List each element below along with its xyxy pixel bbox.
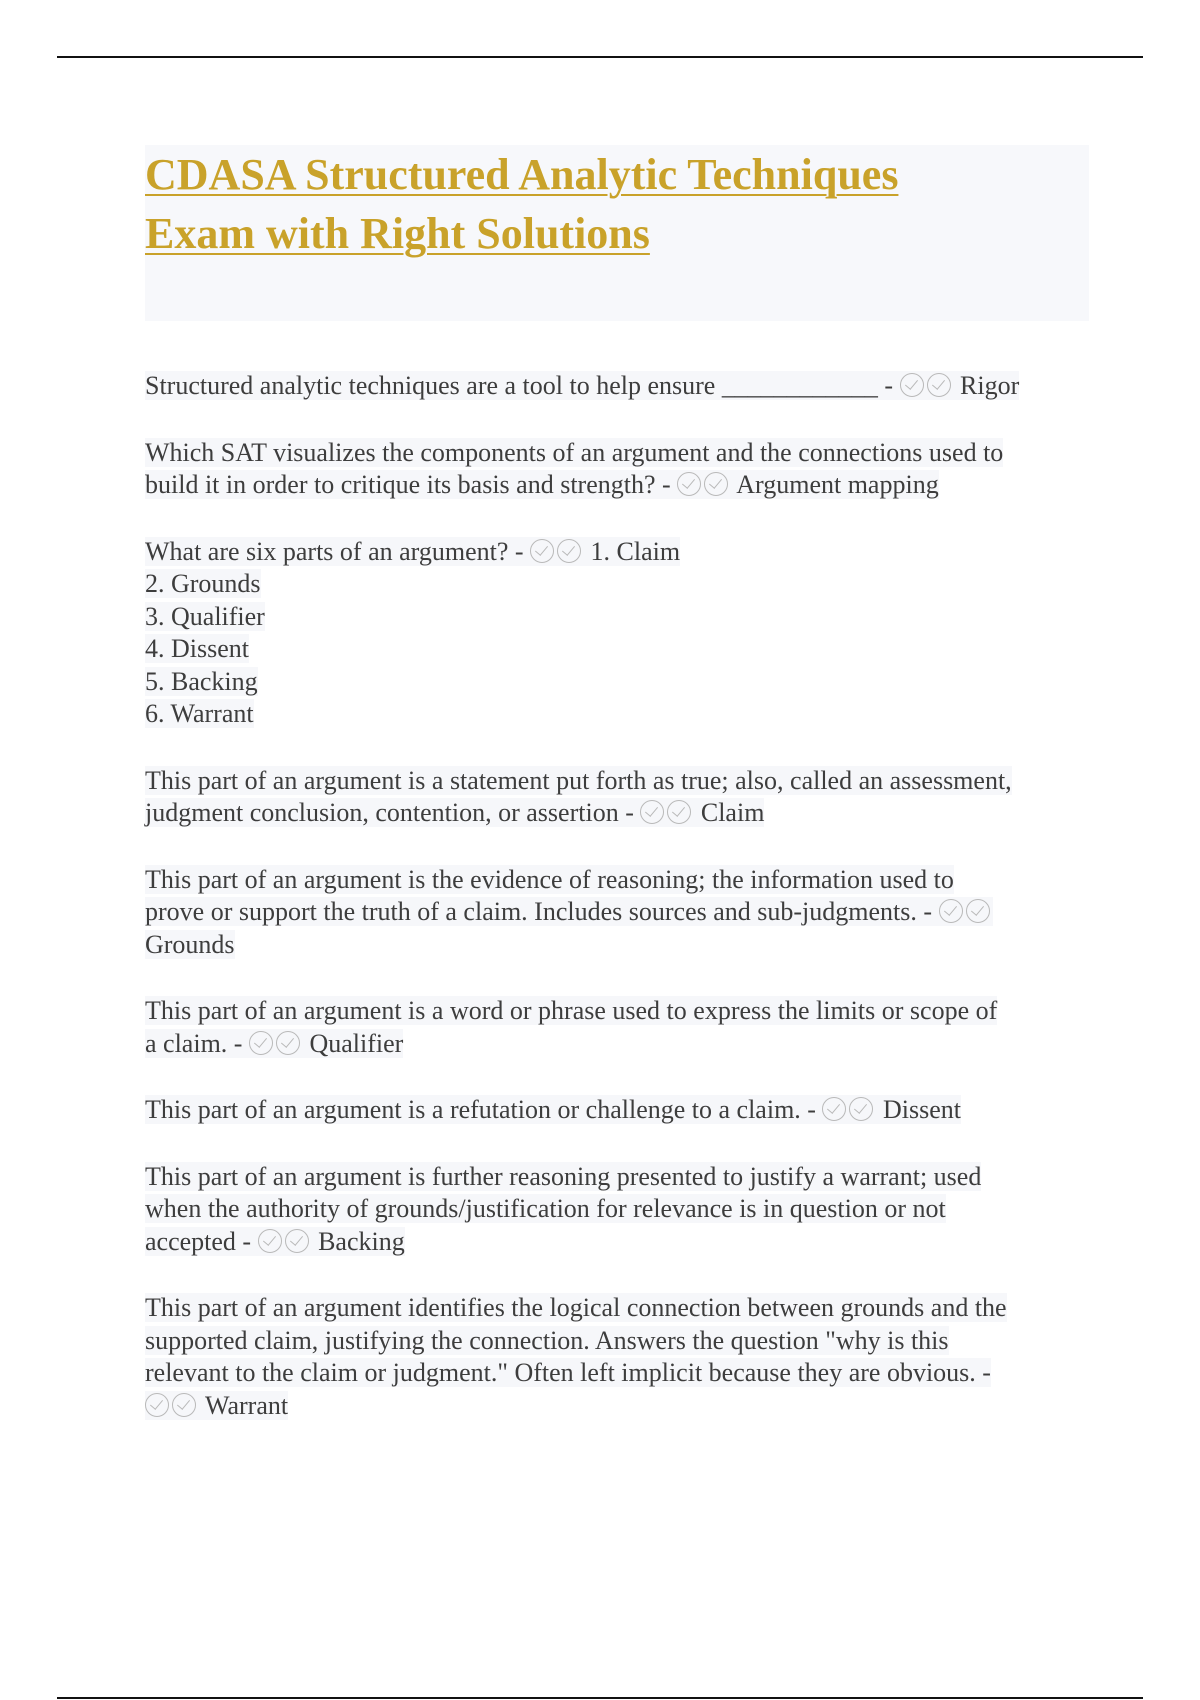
qa-line (145, 864, 1095, 897)
qa-line-text (145, 667, 258, 696)
qa-question: build it in order to critique its basis and strength? - (145, 470, 671, 499)
double-check-icon (249, 1028, 303, 1061)
qa-text: This part of an argument is a statement put forth as true; also, called an assessment, (145, 765, 1012, 795)
qa-line-text (145, 470, 939, 499)
qa-text: when the authority of grounds/justification for relevance is in question or not (145, 1194, 946, 1223)
qa-answer: Backing (311, 1226, 405, 1256)
qa-item (145, 765, 1095, 830)
qa-line (145, 1292, 1095, 1325)
qa-line-text (145, 699, 254, 728)
qa-text: Which SAT visualizes the components of an argument and the connections used to (145, 437, 1004, 467)
qa-item (145, 995, 1095, 1060)
qa-item (145, 1161, 1095, 1259)
qa-question: What are six parts of an argument? - (145, 536, 524, 566)
qa-line-text (145, 371, 1019, 400)
qa-item (145, 437, 1095, 502)
qa-text: This part of an argument is a word or phrase used to express the limits or scope of (145, 996, 998, 1025)
qa-question: judgment conclusion, contention, or assertion - (145, 798, 634, 827)
qa-text: Grounds (145, 929, 235, 959)
qa-line (145, 1161, 1095, 1194)
qa-item (145, 1094, 1095, 1127)
qa-line-text (145, 996, 997, 1025)
qa-answer: Argument mapping (731, 470, 939, 499)
check-circle-icon (640, 800, 664, 824)
qa-line-text (145, 1162, 981, 1191)
qa-line (145, 469, 1095, 502)
qa-line (145, 536, 1095, 569)
qa-line-text (145, 1095, 961, 1124)
double-check-icon (530, 536, 584, 569)
header-rule (57, 56, 1143, 58)
title-line: Exam with Right Solutions (145, 209, 650, 258)
qa-text: 6. Warrant (145, 699, 254, 728)
check-circle-icon (704, 472, 728, 496)
check-circle-icon (822, 1097, 846, 1121)
qa-line-text (145, 766, 1012, 795)
qa-text: This part of an argument is further reasoning presented to justify a warrant; used (145, 1161, 982, 1191)
qa-line (145, 1028, 1095, 1061)
qa-line-text (145, 537, 680, 566)
check-circle-icon (927, 373, 951, 397)
qa-line (145, 568, 1095, 601)
qa-item (145, 370, 1095, 403)
qa-text: This part of an argument identifies the logical connection between grounds and the (145, 1293, 1007, 1322)
check-circle-icon (172, 1393, 196, 1417)
double-check-icon (939, 896, 993, 929)
double-check-icon (677, 469, 731, 502)
qa-line (145, 929, 1095, 962)
qa-line (145, 601, 1095, 634)
qa-question: a claim. - (145, 1028, 243, 1058)
qa-line (145, 437, 1095, 470)
check-circle-icon (258, 1229, 282, 1253)
qa-line (145, 896, 1095, 929)
qa-item (145, 536, 1095, 731)
qa-text: 5. Backing (145, 666, 258, 696)
qa-text: This part of an argument is the evidence of reasoning; the information used to (145, 864, 954, 894)
qa-answer: 1. Claim (584, 536, 681, 566)
qa-line-text (145, 798, 764, 827)
qa-line-text (145, 602, 265, 631)
check-circle-icon (966, 899, 990, 923)
check-circle-icon (285, 1229, 309, 1253)
check-circle-icon (939, 899, 963, 923)
qa-answer: Qualifier (302, 1028, 404, 1058)
check-circle-icon (557, 539, 581, 563)
qa-line (145, 1390, 1095, 1423)
qa-line (145, 797, 1095, 830)
qa-text: relevant to the claim or judgment." Often left implicit because they are obvious. - (145, 1358, 991, 1387)
qa-answer: Claim (694, 798, 765, 827)
qa-line (145, 633, 1095, 666)
qa-line-text (145, 897, 993, 926)
check-circle-icon (677, 472, 701, 496)
qa-line (145, 1325, 1095, 1358)
qa-line (145, 1357, 1095, 1390)
qa-line (145, 765, 1095, 798)
double-check-icon (900, 370, 954, 403)
qa-answer: Warrant (199, 1390, 289, 1420)
qa-answer: Dissent (876, 1095, 961, 1124)
qa-line-text (145, 865, 954, 894)
check-circle-icon (667, 800, 691, 824)
qa-line (145, 1193, 1095, 1226)
qa-line (145, 995, 1095, 1028)
qa-text: 2. Grounds (145, 569, 261, 598)
qa-line-text (145, 1326, 949, 1355)
check-circle-icon (249, 1031, 273, 1055)
qa-line (145, 698, 1095, 731)
qa-line-text (145, 1391, 288, 1420)
qa-line-text (145, 1227, 405, 1256)
qa-text: supported claim, justifying the connection. Answers the question "why is this (145, 1325, 949, 1355)
qa-line-text (145, 1029, 403, 1058)
qa-question: prove or support the truth of a claim. Includes sources and sub-judgments. - (145, 897, 933, 926)
title-block (145, 145, 1089, 321)
qa-line-text (145, 1358, 991, 1387)
double-check-icon (822, 1094, 876, 1127)
double-check-icon (145, 1390, 199, 1423)
qa-question: Structured analytic techniques are a tool to help ensure ____________ - (145, 371, 894, 400)
qa-line-text (145, 1194, 946, 1223)
qa-text: 4. Dissent (145, 634, 249, 663)
double-check-icon (640, 797, 694, 830)
title-line: CDASA Structured Analytic Techniques (145, 150, 899, 199)
check-circle-icon (276, 1031, 300, 1055)
qa-line-text (145, 438, 1003, 467)
double-check-icon (258, 1226, 312, 1259)
footer-rule (57, 1697, 1143, 1699)
qa-line (145, 666, 1095, 699)
qa-line (145, 1094, 1095, 1127)
qa-question: This part of an argument is a refutation or challenge to a claim. - (145, 1095, 816, 1124)
qa-line-text (145, 634, 249, 663)
check-circle-icon (145, 1393, 169, 1417)
qa-item (145, 1292, 1095, 1422)
check-circle-icon (530, 539, 554, 563)
check-circle-icon (849, 1097, 873, 1121)
qa-text: 3. Qualifier (145, 601, 265, 631)
check-circle-icon (900, 373, 924, 397)
qa-question: accepted - (145, 1226, 252, 1256)
qa-line-text (145, 569, 261, 598)
qa-line (145, 1226, 1095, 1259)
document-title (145, 145, 1089, 263)
qa-item (145, 864, 1095, 962)
qa-line-text (145, 930, 235, 959)
qa-line-text (145, 1293, 1007, 1322)
qa-answer: Rigor (953, 371, 1020, 400)
qa-line (145, 370, 1095, 403)
qa-list (145, 370, 1095, 1422)
